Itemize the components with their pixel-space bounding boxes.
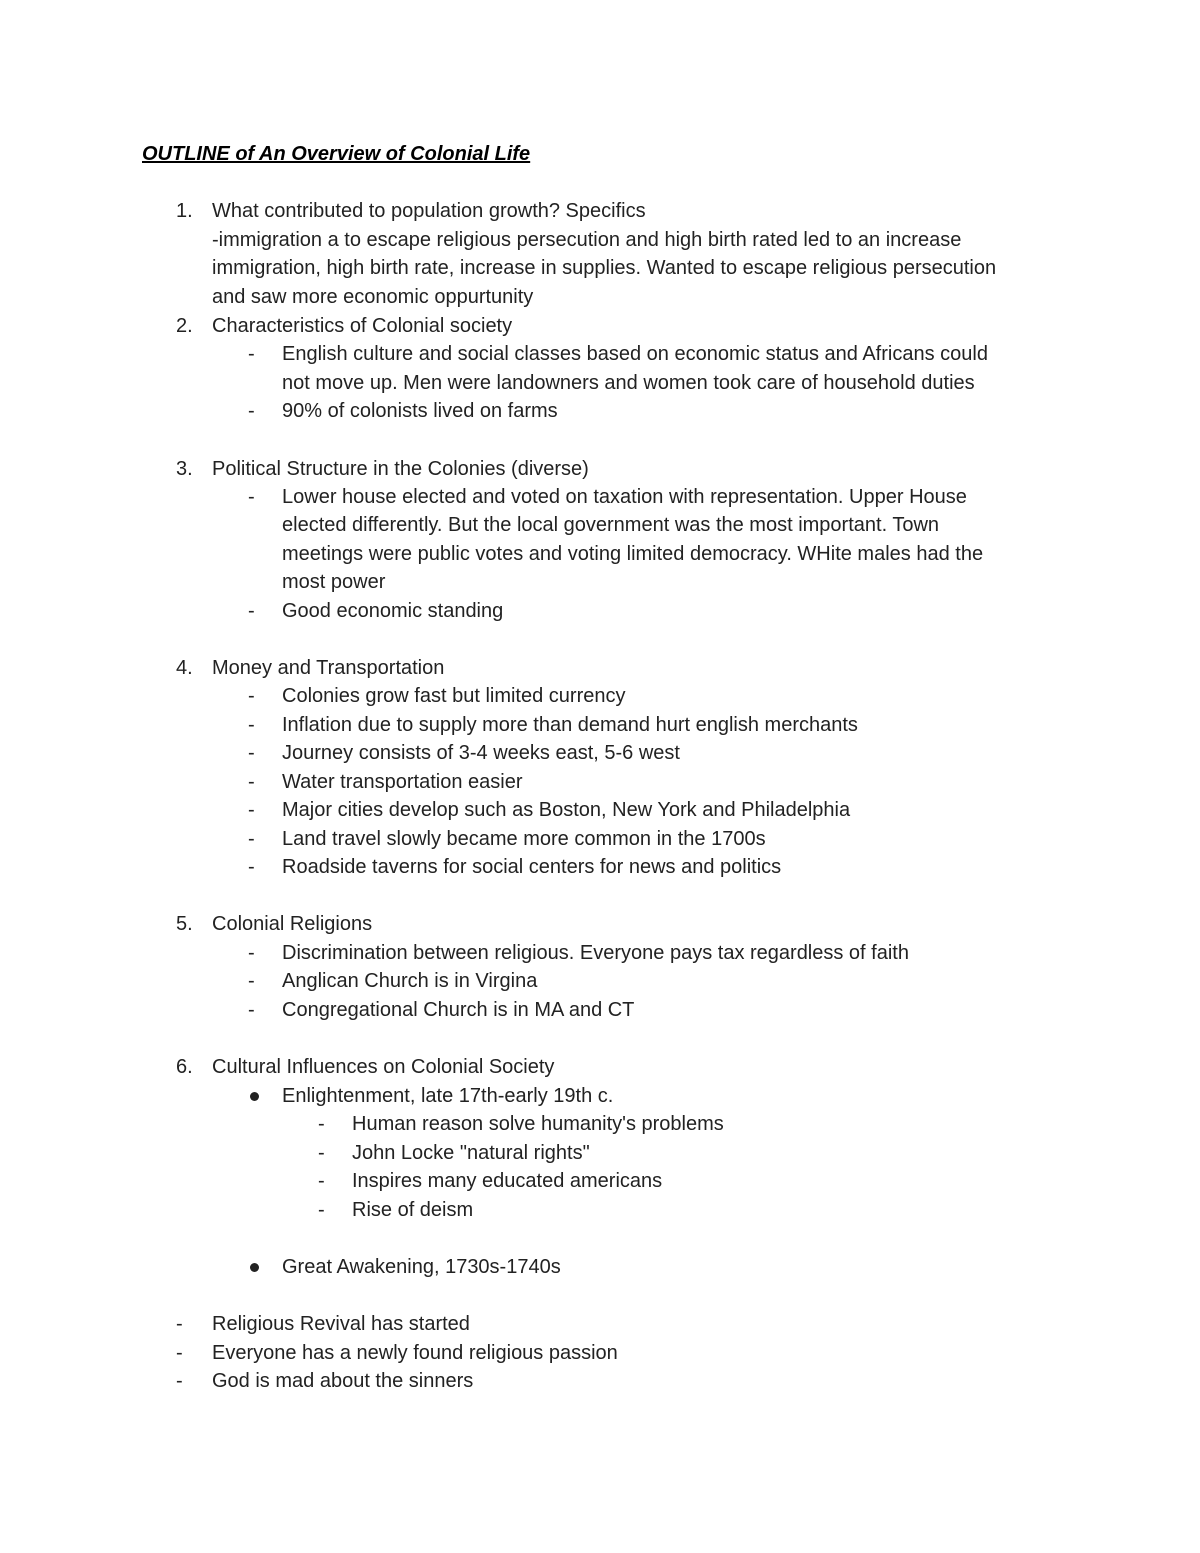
bullet-text: 90% of colonists lived on farms bbox=[282, 400, 558, 422]
item-number: 3. bbox=[176, 458, 193, 480]
dash-marker: - bbox=[248, 856, 255, 878]
bullet-text: Anglican Church is in Virgina bbox=[282, 970, 538, 992]
dash-marker: - bbox=[248, 799, 255, 821]
sub-bullet-text: Human reason solve humanity's problems bbox=[352, 1113, 724, 1135]
item-number: 5. bbox=[176, 913, 193, 935]
dash-marker: - bbox=[318, 1199, 325, 1221]
item-heading: Political Structure in the Colonies (diverse) bbox=[212, 458, 589, 480]
item-number: 6. bbox=[176, 1056, 193, 1078]
item-text-line: immigration, high birth rate, increase in supplies. Wanted to escape religious persecution bbox=[212, 257, 997, 279]
item-heading: Cultural Influences on Colonial Society bbox=[212, 1056, 555, 1078]
item-text-line: and saw more economic oppurtunity bbox=[212, 286, 534, 308]
dash-marker: - bbox=[318, 1170, 325, 1192]
bullet-text: Journey consists of 3-4 weeks east, 5-6 west bbox=[282, 742, 680, 764]
item-number: 2. bbox=[176, 315, 193, 337]
bullet-text: Land travel slowly became more common in the 1700s bbox=[282, 828, 766, 850]
sub-bullet-text: Inspires many educated americans bbox=[352, 1170, 663, 1192]
dash-marker: - bbox=[248, 714, 255, 736]
item-number: 4. bbox=[176, 657, 193, 679]
dash-marker: - bbox=[248, 999, 255, 1021]
item-heading: Money and Transportation bbox=[212, 657, 445, 679]
bullet-dot-icon bbox=[250, 1092, 259, 1101]
dash-marker: - bbox=[176, 1342, 183, 1364]
bullet-text: Major cities develop such as Boston, New York and Philadelphia bbox=[282, 799, 851, 821]
dash-marker: - bbox=[248, 486, 255, 508]
item-text-line: -immigration a to escape religious persecution and high birth rated led to an increase bbox=[212, 229, 962, 251]
bullet-text: Roadside taverns for social centers for news and politics bbox=[282, 856, 782, 878]
dash-marker: - bbox=[248, 828, 255, 850]
document-title: OUTLINE of An Overview of Colonial Life bbox=[142, 143, 531, 165]
bullet-text: Discrimination between religious. Everyone pays tax regardless of faith bbox=[282, 942, 909, 964]
item-heading: What contributed to population growth? Specifics bbox=[212, 200, 646, 222]
trailing-text: God is mad about the sinners bbox=[212, 1370, 474, 1392]
dash-marker: - bbox=[248, 771, 255, 793]
bullet-text: meetings were public votes and voting limited democracy. WHite males had the bbox=[282, 543, 984, 565]
trailing-text: Religious Revival has started bbox=[212, 1313, 470, 1335]
dash-marker: - bbox=[318, 1142, 325, 1164]
sub-heading: Enlightenment, late 17th-early 19th c. bbox=[282, 1085, 614, 1107]
bullet-text: elected differently. But the local government was the most important. Town bbox=[282, 514, 940, 536]
sub-bullet-text: John Locke "natural rights" bbox=[352, 1142, 590, 1164]
dash-marker: - bbox=[248, 343, 255, 365]
dash-marker: - bbox=[248, 600, 255, 622]
dash-marker: - bbox=[248, 685, 255, 707]
dash-marker: - bbox=[176, 1313, 183, 1335]
dash-marker: - bbox=[176, 1370, 183, 1392]
bullet-dot-icon bbox=[250, 1263, 259, 1272]
dash-marker: - bbox=[248, 942, 255, 964]
bullet-text: not move up. Men were landowners and women took care of household duties bbox=[282, 372, 975, 394]
bullet-text: most power bbox=[282, 571, 386, 593]
bullet-text: Colonies grow fast but limited currency bbox=[282, 685, 626, 707]
bullet-text: Good economic standing bbox=[282, 600, 504, 622]
dash-marker: - bbox=[248, 742, 255, 764]
item-heading: Colonial Religions bbox=[212, 913, 373, 935]
dash-marker: - bbox=[318, 1113, 325, 1135]
bullet-text: Water transportation easier bbox=[282, 771, 523, 793]
item-heading: Characteristics of Colonial society bbox=[212, 315, 513, 337]
sub-heading: Great Awakening, 1730s-1740s bbox=[282, 1256, 561, 1278]
bullet-text: Lower house elected and voted on taxation with representation. Upper House bbox=[282, 486, 967, 508]
bullet-text: English culture and social classes based on economic status and Africans could bbox=[282, 343, 988, 365]
bullet-text: Inflation due to supply more than demand hurt english merchants bbox=[282, 714, 858, 736]
bullet-text: Congregational Church is in MA and CT bbox=[282, 999, 635, 1021]
item-number: 1. bbox=[176, 200, 193, 222]
dash-marker: - bbox=[248, 970, 255, 992]
sub-bullet-text: Rise of deism bbox=[352, 1199, 474, 1221]
trailing-text: Everyone has a newly found religious passion bbox=[212, 1342, 618, 1364]
dash-marker: - bbox=[248, 400, 255, 422]
